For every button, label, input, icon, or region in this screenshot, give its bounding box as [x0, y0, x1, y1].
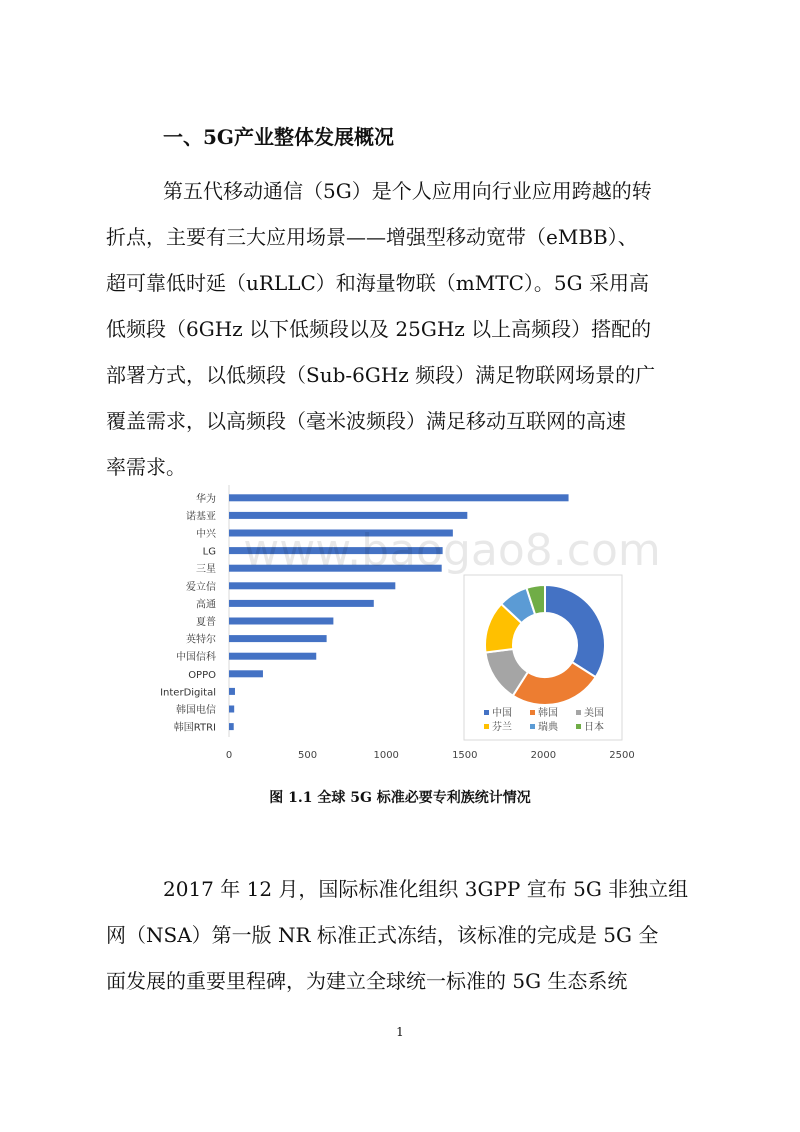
bar-category-label: 三星: [196, 564, 216, 576]
bar: [229, 618, 333, 625]
bar: [229, 582, 395, 589]
bar-category-label: OPPO: [188, 669, 216, 681]
bar-category-label: LG: [202, 546, 216, 558]
x-tick-label: 2000: [530, 750, 557, 761]
figure-caption: 图 1.1 全球 5G 标准必要专利族统计情况: [269, 790, 531, 806]
legend-label: 美国: [584, 708, 604, 719]
bar-category-label: 爱立信: [186, 581, 216, 593]
legend-label: 日本: [584, 722, 604, 733]
legend-label: 芬兰: [492, 722, 512, 733]
bar-category-label: 韩国RTRI: [173, 722, 216, 734]
bar-category-label: 高通: [196, 599, 216, 611]
bar: [229, 600, 374, 607]
bar: [229, 688, 235, 695]
bar-category-label: 夏普: [196, 617, 216, 628]
text-line: 网（NSA）第一版 NR 标准正式冻结，该标准的完成是 5G 全: [106, 923, 659, 947]
x-tick-label: 2500: [609, 750, 635, 761]
patent-chart-svg: [152, 483, 661, 773]
text-line: 覆盖需求，以高频段（毫米波频段）满足移动互联网的高速: [106, 409, 626, 433]
legend-swatch: [484, 710, 489, 715]
bar-category-label: InterDigital: [160, 687, 216, 699]
watermark: www.baogao8.com: [243, 525, 661, 576]
text-line: 超可靠低时延（uRLLC）和海量物联（mMTC）。5G 采用高: [106, 271, 649, 295]
legend-label: 瑞典: [538, 722, 558, 733]
bar: [229, 706, 234, 713]
legend-swatch: [576, 710, 581, 715]
text-line: 率需求。: [106, 455, 186, 479]
bar-category-label: 华为: [196, 493, 216, 505]
legend-swatch: [530, 724, 535, 729]
text-line: 面发展的重要里程碑，为建立全球统一标准的 5G 生态系统: [106, 969, 628, 993]
bar: [229, 635, 327, 642]
legend-swatch: [530, 710, 535, 715]
text-line: 低频段（6GHz 以下低频段以及 25GHz 以上高频段）搭配的: [106, 317, 652, 341]
x-tick-label: 500: [298, 750, 318, 761]
x-tick-label: 0: [225, 750, 233, 761]
text-line: 第五代移动通信（5G）是个人应用向行业应用跨越的转: [163, 179, 652, 203]
legend-swatch: [576, 724, 581, 729]
bar: [229, 494, 569, 501]
patent-figure: [152, 483, 661, 773]
second-paragraph: [106, 866, 696, 1004]
x-tick-label: 1500: [452, 750, 478, 761]
text-line: 部署方式，以低频段（Sub-6GHz 频段）满足物联网场景的广: [106, 363, 656, 387]
bar: [229, 512, 467, 519]
bar-category-label: 韩国电信: [176, 705, 216, 716]
text-line: 2017 年 12 月，国际标准化组织 3GPP 宣布 5G 非独立组: [163, 877, 689, 901]
bar-category-label: 诺基亚: [186, 511, 216, 523]
legend-label: 中国: [492, 708, 512, 719]
bar: [229, 653, 316, 660]
bar-category-label: 英特尔: [186, 634, 216, 646]
legend-swatch: [484, 724, 489, 729]
bar-category-label: 中兴: [196, 529, 216, 540]
bar: [229, 723, 234, 730]
legend-label: 韩国: [538, 708, 558, 719]
page-number: 1: [396, 1025, 404, 1039]
bar-category-label: 中国信科: [176, 652, 216, 664]
section-heading: 一、5G产业整体发展概况: [163, 125, 394, 149]
text-line: 折点，主要有三大应用场景——增强型移动宽带（eMBB）、: [106, 225, 638, 249]
x-tick-label: 1000: [373, 750, 399, 761]
intro-paragraph: [106, 168, 696, 490]
bar: [229, 670, 263, 677]
